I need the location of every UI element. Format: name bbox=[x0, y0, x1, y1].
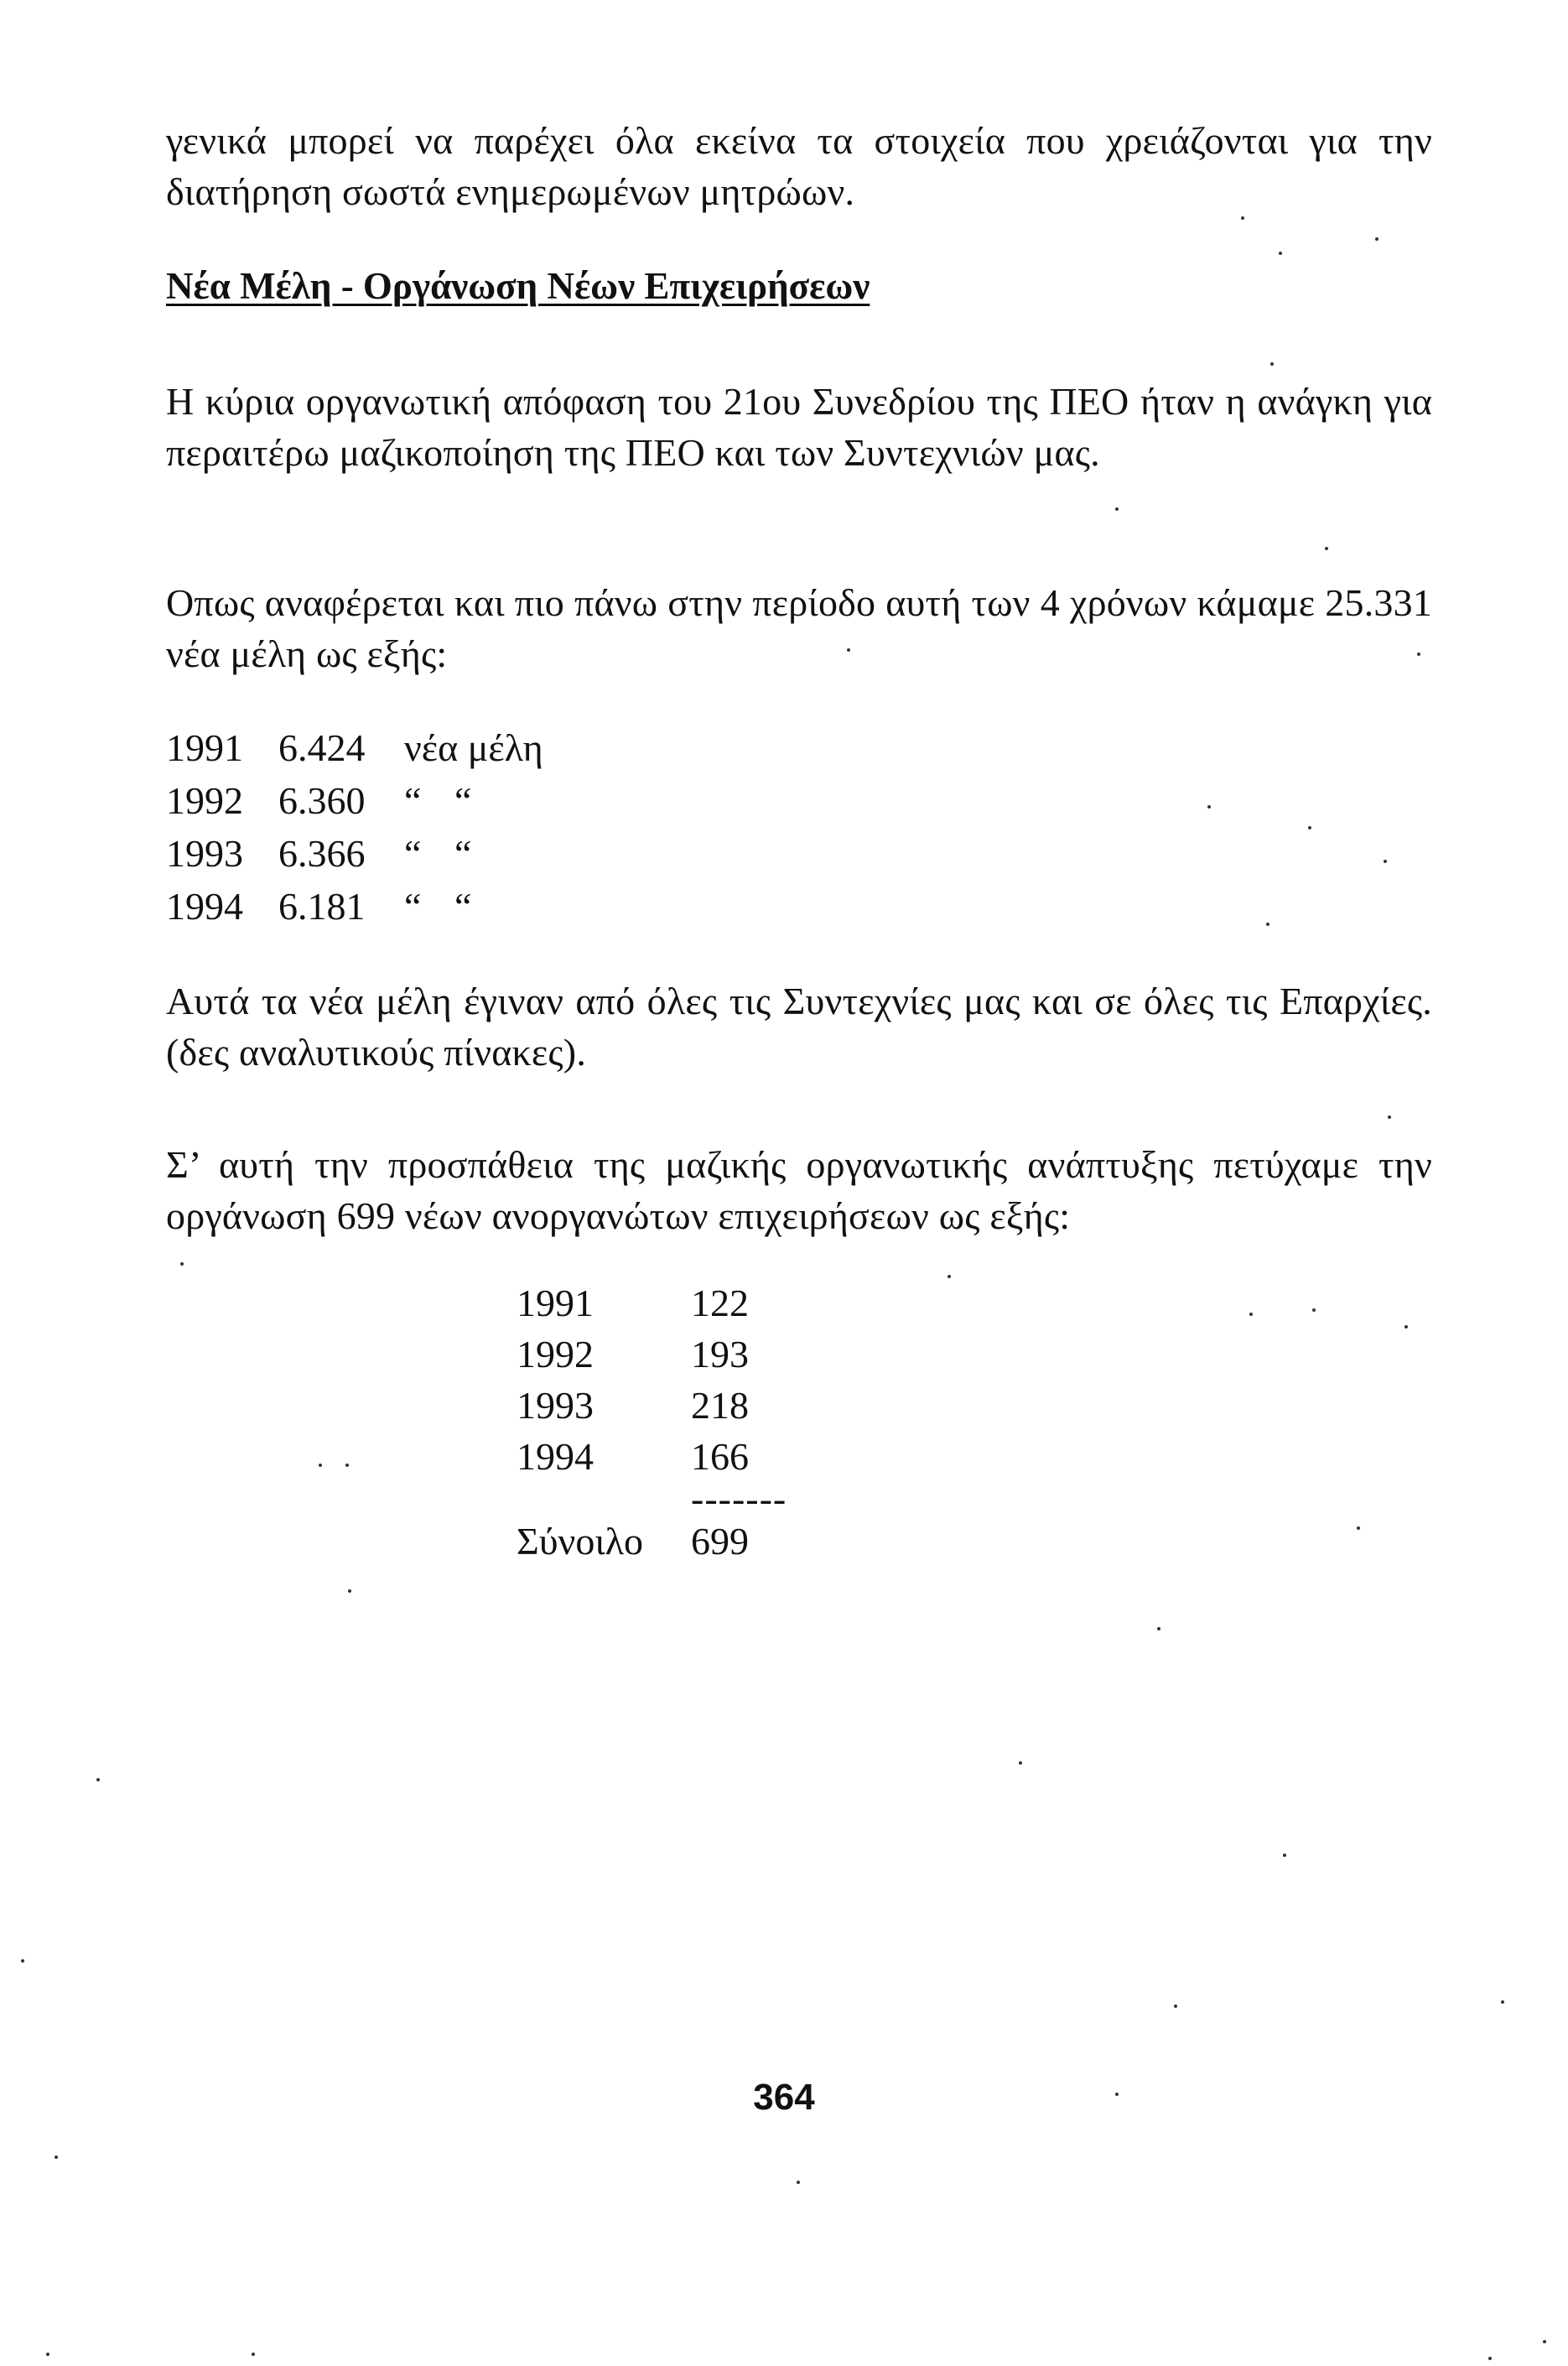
list-item bbox=[166, 827, 543, 880]
total-label: Σύνοιλο bbox=[517, 1520, 644, 1563]
year: 1992 bbox=[166, 779, 243, 822]
table-row bbox=[517, 1380, 792, 1431]
paragraph-all-unions: Αυτά τα νέα μέλη έγιναν από όλες τις Συντεχνίες μας και σε όλες τις Επαρχίες. (δες αναλυτικούς πίνακες). bbox=[166, 980, 1432, 1074]
list-item bbox=[166, 774, 543, 827]
count-cell: 166 bbox=[691, 1435, 749, 1478]
total-separator-row bbox=[517, 1477, 792, 1520]
year: 1993 bbox=[166, 832, 243, 875]
count-cell: 193 bbox=[691, 1333, 749, 1375]
year-cell: 1992 bbox=[517, 1333, 594, 1375]
count-cell: 122 bbox=[691, 1282, 749, 1324]
year-cell: 1993 bbox=[517, 1384, 594, 1427]
businesses-table bbox=[517, 1277, 792, 1567]
ditto-mark: “ bbox=[404, 832, 422, 875]
separator-line: ------- bbox=[691, 1477, 787, 1520]
year-cell: 1994 bbox=[517, 1435, 594, 1478]
new-members-list bbox=[166, 721, 543, 933]
paragraph-businesses-intro: Σ’ αυτή την προσπάθεια της μαζικής οργανωτικής ανάπτυξης πετύχαμε την οργάνωση 699 νέων ανοργανώτων επιχειρήσεων ως εξής: bbox=[166, 1143, 1432, 1237]
table-row bbox=[517, 1277, 792, 1329]
total-row bbox=[517, 1516, 792, 1567]
member-count: 6.424 bbox=[278, 726, 366, 769]
intro-paragraph: γενικά μπορεί να παρέχει όλα εκείνα τα στοιχεία που χρειάζονται για την διατήρηση σωστά ενημερωμένων μητρώων. bbox=[166, 119, 1432, 213]
member-count: 6.181 bbox=[278, 885, 366, 928]
ditto-mark: “ bbox=[404, 885, 422, 928]
ditto-mark: “ bbox=[454, 779, 472, 822]
ditto-mark: “ bbox=[404, 779, 422, 822]
paragraph-new-members-intro: Οπως αναφέρεται και πιο πάνω στην περίοδο αυτή των 4 χρόνων κάμαμε 25.331 νέα μέλη ως εξής: bbox=[166, 581, 1432, 675]
year: 1994 bbox=[166, 885, 243, 928]
paragraph-decision: Η κύρια οργανωτική απόφαση του 21ου Συνεδρίου της ΠΕΟ ήταν η ανάγκη για περαιτέρω μαζικοποίηση της ΠΕΟ και των Συντεχνιών μας. bbox=[166, 380, 1432, 474]
total-value: 699 bbox=[691, 1520, 749, 1563]
year: 1991 bbox=[166, 726, 243, 769]
list-item bbox=[166, 880, 543, 933]
year-cell: 1991 bbox=[517, 1282, 594, 1324]
table-row bbox=[517, 1431, 792, 1482]
ditto-mark: “ bbox=[454, 832, 472, 875]
count-label: νέα μέλη bbox=[404, 726, 543, 769]
page-number: 364 bbox=[753, 2077, 815, 2118]
list-item bbox=[166, 721, 543, 774]
section-heading: Νέα Μέλη - Οργάνωση Νέων Επιχειρήσεων bbox=[166, 265, 870, 307]
member-count: 6.366 bbox=[278, 832, 366, 875]
ditto-mark: “ bbox=[454, 885, 472, 928]
count-cell: 218 bbox=[691, 1384, 749, 1427]
member-count: 6.360 bbox=[278, 779, 366, 822]
table-row bbox=[517, 1329, 792, 1380]
